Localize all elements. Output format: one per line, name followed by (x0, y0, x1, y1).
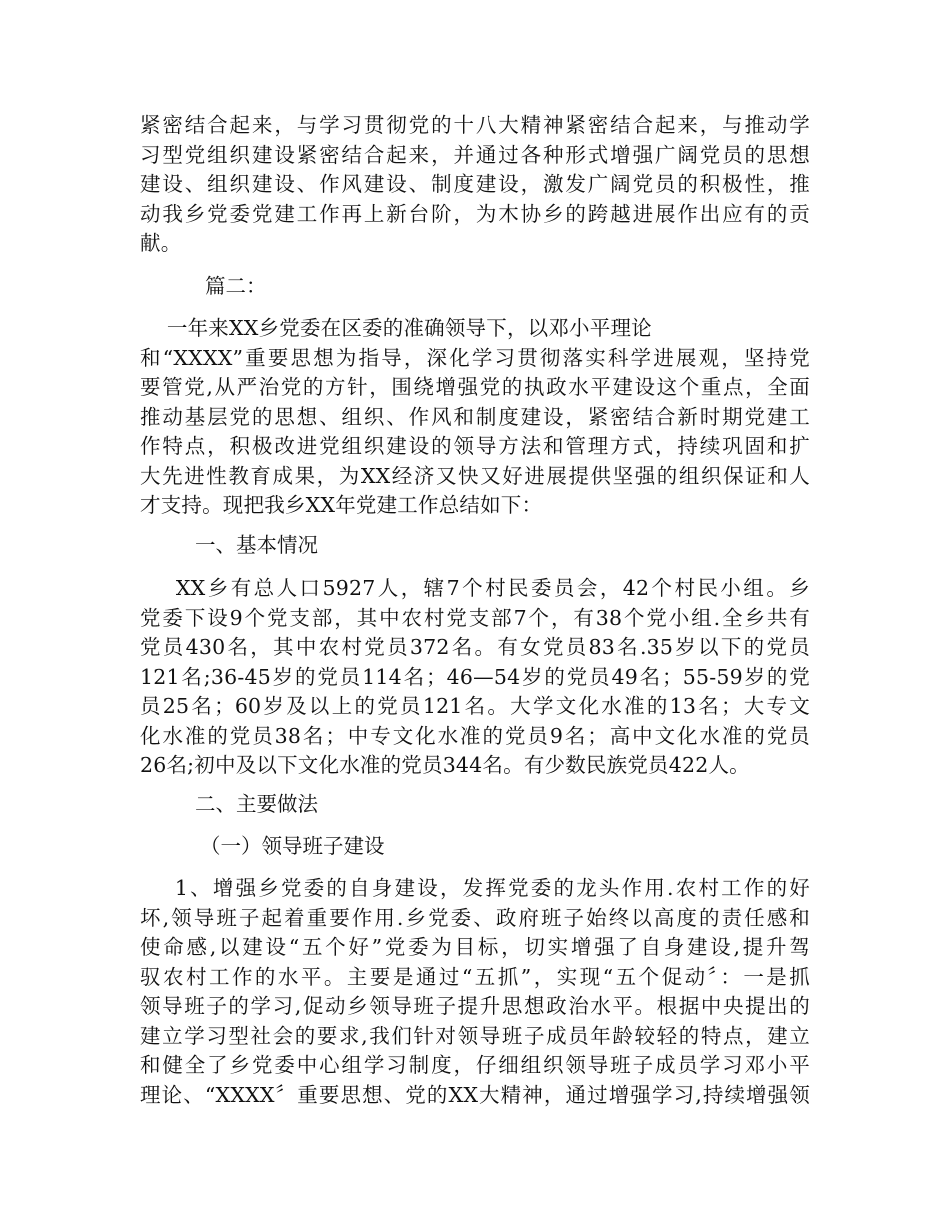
text-line: 作特点，积极改进党组织建设的领导方法和管理方式，持续巩固和扩 (140, 434, 810, 458)
text-line: 121名;36-45岁的党员114名；46—54岁的党员49名；55-59岁的党 (140, 664, 810, 689)
text-line: 党员430名，其中农村党员372名。有女党员83名.35岁以下的党员 (140, 635, 810, 659)
paragraph-continuation (140, 111, 810, 259)
heading-main-practices: 二、主要做法 (195, 792, 318, 816)
text-line: 化水准的党员38名；中专文化水准的党员9名；高中文化水准的党员 (140, 723, 810, 748)
text-line: 动我乡党委党建工作再上新台阶，为木协乡的跨越进展作出应有的贡 (140, 201, 810, 226)
text-line: 和“XXXX”重要思想为指导，深化学习贯彻落实科学进展观，坚持党 (140, 345, 810, 370)
text-line: 推动基层党的思想、组织、作风和制度建设，紧密结合新时期党建工 (140, 404, 810, 429)
text-line: 使命感,以建设“五个好”党委为目标，切实增强了自身建设,提升驾 (140, 935, 810, 959)
heading-basic-situation: 一、基本情况 (195, 533, 318, 557)
text-line: 党委下设9个党支部，其中农村党支部7个，有38个党小组.全乡共有 (140, 605, 810, 630)
paragraph-leadership (140, 874, 810, 1110)
text-line: 1、增强乡党委的自身建设，发挥党委的龙头作用.农村工作的好 (140, 876, 810, 900)
text-line: 和健全了乡党委中心组学习制度，仔细组织领导班子成员学习邓小平 (140, 1053, 810, 1077)
text-line: 驭农村工作的水平。主要是通过“五抓”，实现“五个促动〞：一是抓 (140, 964, 810, 989)
text-line: 大先进性教育成果，为XX经济又快又好进展提供坚强的组织保证和人 (140, 463, 810, 488)
text-line: 要管党,从严治党的方针，围绕增强党的执政水平建设这个重点，全面 (140, 375, 810, 399)
text-line: 习型党组织建设紧密结合起来，并通过各种形式增强广阔党员的思想 (140, 142, 810, 167)
subheading-leadership: （一）领导班子建设 (200, 834, 385, 858)
text-line: XX乡有总人口5927人，辖7个村民委员会，42个村民小组。乡 (140, 576, 810, 600)
paragraph-intro (140, 314, 810, 521)
text-line: 一年来XX乡党委在区委的准确领导下，以邓小平理论 (140, 316, 652, 340)
text-line: 领导班子的学习,促动乡领导班子提升思想政治水平。根据中央提出的 (140, 994, 810, 1018)
text-line: 26名;初中及以下文化水准的党员344名。有少数民族党员422人。 (140, 753, 750, 777)
text-line: 员25名；60岁及以上的党员121名。大学文化水准的13名；大专文 (140, 694, 810, 718)
text-line: 坏,领导班子起着重要作用.乡党委、政府班子始终以高度的责任感和 (140, 905, 810, 930)
text-line: 建立学习型社会的要求,我们针对领导班子成员年龄较轻的特点，建立 (140, 1023, 810, 1048)
text-line: 献。 (140, 231, 182, 255)
text-line: 理论、“XXXX〞重要思想、党的XX大精神，通过增强学习,持续增强领 (140, 1082, 810, 1107)
text-line: 紧密结合起来，与学习贯彻党的十八大精神紧密结合起来，与推动学 (140, 113, 810, 137)
section-label: 篇二： (205, 274, 267, 298)
paragraph-basic-situation (140, 574, 810, 781)
text-line: 建设、组织建设、作风建设、制度建设，激发广阔党员的积极性，推 (140, 172, 810, 196)
text-line: 才支持。现把我乡XX年党建工作总结如下： (140, 493, 543, 517)
